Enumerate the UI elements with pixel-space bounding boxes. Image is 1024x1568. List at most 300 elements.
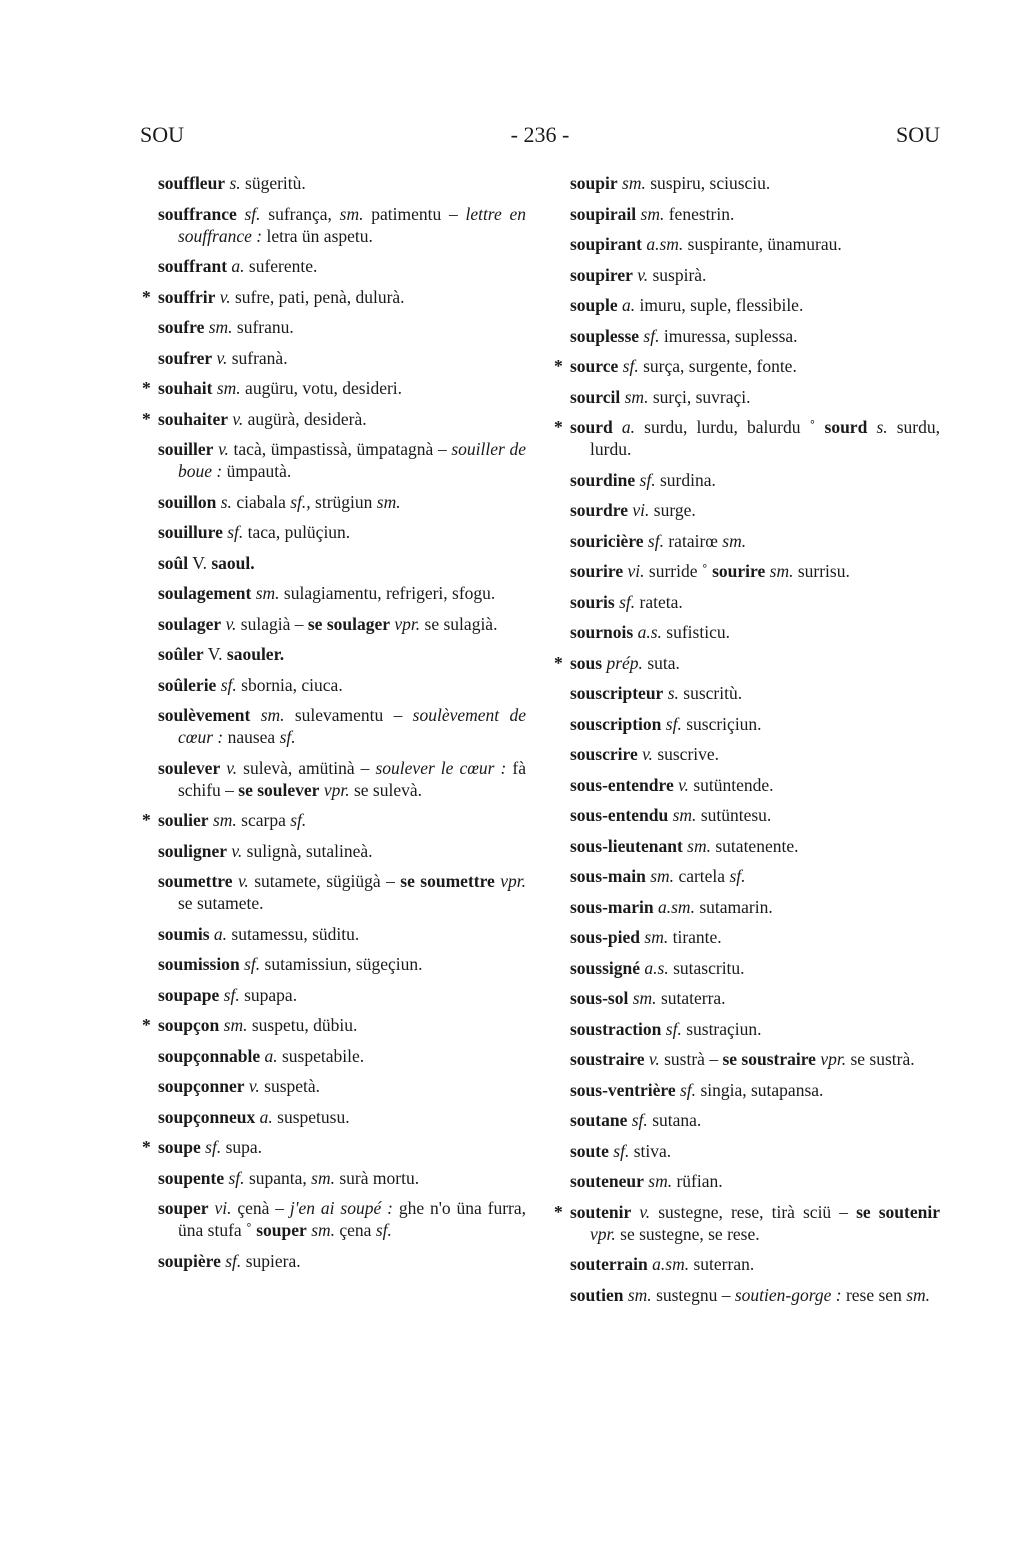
translation-text: supanta,: [244, 1167, 312, 1188]
headword: sous-entendre: [570, 774, 674, 795]
dictionary-entry: [570, 774, 940, 796]
translation-text: supapa.: [239, 984, 298, 1005]
grammar-label: sm.: [223, 1015, 248, 1035]
translation-text: patimentu –: [363, 203, 466, 224]
grammar-label: sf.: [619, 591, 636, 612]
headword: soumis: [158, 923, 210, 944]
grammar-label: v.: [678, 774, 689, 795]
translation-text: cartela: [674, 866, 730, 886]
translation-text: sufranu.: [232, 317, 294, 337]
translation-text: tirante.: [668, 927, 722, 947]
dictionary-entry: [570, 1018, 940, 1040]
translation-text: sulevamentu –: [284, 705, 413, 725]
asterisk-marker: *: [554, 1201, 563, 1222]
grammar-label: sm.: [722, 530, 747, 551]
translation-text: sutaterra.: [656, 988, 726, 1008]
dictionary-entry: [570, 621, 940, 643]
headword: soutien: [570, 1284, 624, 1305]
translation-text: sulagiamentu, refrigeri, sfogu.: [279, 583, 496, 603]
dictionary-entry: [158, 203, 526, 247]
translation-text: surdu, lurdu, balurdu ˚: [635, 417, 825, 437]
translation-text: sufisticu.: [661, 622, 730, 642]
headword: sourdine: [570, 469, 636, 490]
headword: soupçon: [158, 1015, 220, 1035]
grammar-label: sm.: [216, 378, 241, 398]
translation-text: sulevà, amütinà –: [237, 757, 376, 778]
translation-text: imuru, suple, flessibile.: [635, 295, 804, 315]
headword: soutenir: [570, 1201, 632, 1222]
translation-text: se sulagià.: [420, 613, 498, 634]
translation-text: se sustegne, se rese.: [615, 1223, 760, 1244]
dictionary-entry: [570, 203, 940, 225]
dictionary-entry: [570, 1170, 940, 1192]
left-column: [142, 172, 527, 1280]
dictionary-entry: [158, 347, 526, 369]
phrase: lettre en souffrance :: [178, 203, 526, 246]
translation-text: sutüntesu.: [696, 805, 772, 825]
translation-text: scarpa: [236, 810, 291, 830]
translation-text: sutamarin.: [694, 896, 773, 917]
dictionary-entry: [158, 1106, 526, 1128]
asterisk-marker: *: [554, 356, 563, 376]
dictionary-entry: [570, 957, 940, 979]
dictionary-entry: [158, 255, 526, 277]
headword: sous-pied: [570, 927, 641, 947]
translation-text: sulagià –: [236, 613, 308, 634]
translation-text: sutamessu, süditu.: [227, 923, 360, 944]
headword: souiller: [158, 439, 214, 459]
headword: souillon: [158, 491, 217, 512]
translation-text: sufre, pati, penà, dulurà.: [230, 286, 405, 307]
grammar-label: sf.: [613, 1140, 630, 1161]
dictionary-entry: [570, 264, 940, 286]
translation-text: sustrà –: [659, 1049, 723, 1069]
translation-text: surrisu.: [793, 561, 850, 581]
dictionary-entry: [142, 1014, 526, 1036]
dictionary-entry: [570, 294, 940, 316]
translation-text: suscriçiun.: [681, 713, 762, 734]
dictionary-entry: [570, 233, 940, 255]
translation-text: surça, surgente, fonte.: [638, 356, 797, 376]
translation-text: suferente.: [244, 256, 318, 276]
grammar-label: prép.: [606, 652, 643, 673]
grammar-label: sf.: [680, 1079, 697, 1100]
dictionary-entry: [158, 172, 526, 194]
translation-text: sbornia, ciuca.: [236, 674, 343, 695]
translation-text: supa.: [221, 1137, 263, 1157]
dictionary-entry: [158, 438, 526, 482]
dictionary-entry: [158, 1167, 526, 1189]
translation-text: V.: [203, 644, 227, 664]
translation-text: fà schifu –: [178, 757, 526, 800]
headword: soûlerie: [158, 674, 217, 695]
translation-text: singia, sutapansa.: [696, 1079, 824, 1100]
translation-text: sufranà.: [227, 347, 288, 368]
translation-text: strügiun: [310, 491, 377, 512]
translation-text: ciabala: [231, 491, 291, 512]
translation-text: suspetusu.: [272, 1106, 350, 1127]
asterisk-marker: *: [142, 408, 151, 429]
dictionary-entry: [570, 469, 940, 491]
grammar-label: sf.,: [290, 491, 311, 512]
headword: soulager: [158, 613, 222, 634]
headword: soupape: [158, 984, 220, 1005]
grammar-label: a.sm.: [652, 1254, 690, 1274]
headword: souper: [256, 1220, 307, 1240]
asterisk-marker: *: [142, 810, 151, 830]
headword: souligner: [158, 840, 228, 861]
grammar-label: vi.: [627, 561, 645, 581]
dictionary-entry: [158, 613, 526, 635]
dictionary-entry: [570, 713, 940, 735]
grammar-label: sm.: [687, 835, 711, 856]
dictionary-entry: [570, 1079, 940, 1101]
right-column: [554, 172, 941, 1314]
dictionary-entry: [158, 704, 526, 748]
headword: souricière: [570, 530, 644, 551]
headword: sous-entendu: [570, 805, 669, 825]
headword: soulagement: [158, 583, 252, 603]
translation-text: suspirante, ünamurau.: [683, 234, 842, 254]
dictionary-entry: [142, 1136, 526, 1158]
headword: soupçonnable: [158, 1045, 261, 1066]
grammar-label: sf.: [223, 984, 240, 1005]
dictionary-entry: [158, 674, 526, 696]
translation-text: suspetu, dübiu.: [247, 1015, 358, 1035]
headword: saouler.: [226, 644, 285, 664]
grammar-label: a.: [622, 295, 636, 315]
grammar-label: vpr.: [394, 613, 421, 634]
translation-text: sulignà, sutalineà.: [242, 840, 373, 861]
headword: soupçonner: [158, 1076, 245, 1096]
grammar-label: sm.: [255, 583, 280, 603]
dictionary-entry: [570, 172, 940, 194]
grammar-label: s.: [667, 683, 679, 703]
grammar-label: sm.: [650, 866, 675, 886]
dictionary-entry: [570, 1253, 940, 1275]
translation-text: çena: [335, 1220, 376, 1240]
headword: soumission: [158, 954, 240, 974]
dictionary-entry: [570, 530, 940, 552]
headword: soutane: [570, 1110, 628, 1130]
headword: se soulager: [307, 613, 391, 634]
grammar-label: sf.: [279, 727, 296, 747]
dictionary-entry: [158, 521, 526, 543]
grammar-label: sf.: [375, 1220, 392, 1240]
translation-text: suterran.: [689, 1254, 755, 1274]
grammar-label: vpr.: [500, 871, 527, 891]
grammar-label: vi.: [214, 1198, 232, 1218]
dictionary-entry: [142, 286, 526, 308]
dictionary-entry: [158, 582, 526, 604]
headword: se soumettre: [400, 871, 495, 891]
grammar-label: sf.: [244, 203, 261, 224]
headword: souscrire: [570, 744, 638, 764]
headword: soulever: [158, 757, 221, 778]
dictionary-entry: [554, 355, 940, 377]
dictionary-entry: [158, 953, 526, 975]
grammar-label: a.: [213, 923, 228, 944]
translation-text: rüfian.: [672, 1171, 723, 1191]
dictionary-entry: [570, 865, 940, 887]
headword: soulier: [158, 810, 209, 830]
grammar-label: sm.: [906, 1284, 931, 1305]
headword: souffrir: [158, 286, 216, 307]
asterisk-marker: *: [554, 417, 563, 437]
headword: souhait: [158, 378, 213, 398]
grammar-label: sf.: [643, 325, 660, 346]
phrase: soulèvement de cœur :: [178, 705, 526, 747]
grammar-label: sf.: [290, 810, 307, 830]
grammar-label: sm.: [260, 705, 285, 725]
headword: sous-marin: [570, 896, 654, 917]
grammar-label: v.: [226, 757, 238, 778]
headword: soupirail: [570, 203, 637, 224]
translation-text: supiera.: [241, 1250, 301, 1271]
headword: se soulever: [238, 779, 320, 800]
headword: soupçonneux: [158, 1106, 256, 1127]
dictionary-entry: [570, 835, 940, 857]
grammar-label: sm.: [376, 491, 401, 512]
translation-text: ümpautà.: [222, 461, 292, 481]
grammar-label: sf.: [622, 356, 639, 376]
translation-text: se sustrà.: [846, 1049, 915, 1069]
translation-text: suspiru, sciusciu.: [645, 173, 771, 193]
dictionary-entry: [158, 552, 526, 574]
dictionary-entry: [554, 1201, 940, 1245]
grammar-label: sm.: [622, 173, 646, 193]
dictionary-entry: [554, 416, 941, 460]
asterisk-marker: *: [142, 286, 151, 307]
grammar-label: sm.: [311, 1220, 336, 1240]
translation-text: sutamete, sügiügà –: [248, 871, 401, 891]
grammar-label: sf.: [729, 866, 746, 886]
headword: souscripteur: [570, 683, 664, 703]
dictionary-entry: [158, 757, 526, 801]
headword: soupirer: [570, 264, 633, 285]
grammar-label: v.: [639, 1201, 651, 1222]
grammar-label: sm.: [212, 810, 237, 830]
headword: sournois: [570, 622, 634, 642]
translation-text: sutana.: [647, 1110, 702, 1130]
dictionary-entry: [570, 987, 940, 1009]
translation-text: rateta.: [635, 591, 683, 612]
dictionary-entry: [570, 386, 940, 408]
headword: souillure: [158, 522, 223, 542]
headword: soûl: [158, 552, 189, 573]
translation-text: surdu, lurdu.: [590, 417, 941, 459]
translation-text: augüru, votu, desideri.: [240, 378, 403, 398]
dictionary-entry: [158, 840, 526, 862]
translation-text: letra ün aspetu.: [262, 225, 373, 246]
translation-text: surdina.: [655, 469, 716, 490]
dictionary-entry: [570, 499, 940, 521]
grammar-label: sm.: [339, 203, 364, 224]
dictionary-entry: [570, 682, 940, 704]
dictionary-entry: [142, 377, 526, 399]
grammar-label: v.: [237, 871, 249, 891]
translation-text: suscrive.: [652, 744, 720, 764]
grammar-label: sf.: [228, 1167, 245, 1188]
grammar-label: vpr.: [323, 779, 350, 800]
grammar-label: sm.: [311, 1167, 335, 1188]
translation-text: [613, 417, 622, 437]
headword: se soustraire: [722, 1049, 816, 1069]
headword: souscription: [570, 713, 662, 734]
headword: saoul.: [211, 552, 255, 573]
translation-text: surride ˚: [644, 561, 713, 581]
grammar-label: v.: [225, 613, 237, 634]
headword: soute: [570, 1140, 609, 1161]
grammar-label: s.: [220, 491, 232, 512]
headword: source: [570, 356, 619, 376]
dictionary-entry: [570, 896, 940, 918]
dictionary-entry: [158, 1250, 526, 1272]
headword: soupière: [158, 1250, 221, 1271]
grammar-label: sm.: [672, 805, 697, 825]
translation-text: se sutamete.: [178, 893, 264, 913]
dictionary-entry: [570, 804, 940, 826]
headword: sous-ventrière: [570, 1079, 676, 1100]
running-head-left: SOU: [140, 122, 185, 147]
grammar-label: sf.: [647, 530, 664, 551]
dictionary-entry: [570, 1048, 940, 1070]
grammar-label: a.: [621, 417, 636, 437]
dictionary-entry: [158, 643, 526, 665]
translation-text: sutamissiun, sügeçiun.: [260, 954, 423, 974]
grammar-label: v.: [219, 286, 231, 307]
dictionary-entry: [158, 1045, 526, 1067]
grammar-label: a.sm.: [658, 896, 695, 917]
translation-text: sustegnu –: [651, 1284, 735, 1305]
dictionary-entry: [554, 652, 940, 674]
headword: soûler: [158, 644, 204, 664]
headword: soussigné: [570, 957, 641, 978]
grammar-label: v.: [637, 264, 649, 285]
grammar-label: sf.: [244, 954, 261, 974]
translation-text: sutatenente.: [711, 835, 799, 856]
grammar-label: a.: [264, 1045, 278, 1066]
translation-text: sutascritu.: [668, 957, 745, 978]
page-header: [140, 122, 940, 152]
headword: sous-lieutenant: [570, 835, 683, 856]
translation-text: suspetabile.: [277, 1045, 365, 1066]
dictionary-entry: [158, 923, 526, 945]
page-number: - 236 -: [510, 122, 570, 147]
grammar-label: v.: [231, 840, 243, 861]
dictionary-entry: [570, 743, 940, 765]
phrase: soutien-gorge :: [734, 1284, 842, 1305]
dictionary-entry: [570, 325, 940, 347]
grammar-label: a.sm.: [646, 234, 684, 254]
grammar-label: sm.: [627, 1284, 652, 1305]
asterisk-marker: *: [142, 1015, 151, 1035]
headword: soustraire: [570, 1049, 645, 1069]
dictionary-entry: [570, 1140, 940, 1162]
grammar-label: sf.: [665, 713, 682, 734]
headword: sourire: [570, 561, 624, 581]
phrase: souiller de boue :: [178, 439, 526, 481]
grammar-label: sf.: [225, 1250, 242, 1271]
grammar-label: sm.: [624, 386, 649, 407]
grammar-label: sf.: [220, 674, 237, 695]
dictionary-entry: [158, 1197, 526, 1241]
grammar-label: sf.: [227, 522, 244, 542]
dictionary-entry: [158, 870, 526, 914]
translation-text: suscritù.: [678, 683, 743, 703]
dictionary-entry: [158, 316, 526, 338]
headword: soupir: [570, 173, 618, 193]
grammar-label: sf.: [639, 469, 656, 490]
grammar-label: vpr.: [590, 1223, 616, 1244]
translation-text: nausea: [223, 727, 280, 747]
translation-text: fenestrin.: [664, 203, 735, 224]
headword: souper: [158, 1198, 209, 1218]
headword: sourd: [824, 417, 868, 437]
grammar-label: a.: [259, 1106, 273, 1127]
grammar-label: v.: [648, 1049, 660, 1069]
translation-text: imuressa, suplessa.: [659, 325, 798, 346]
dictionary-entry: [158, 1075, 526, 1097]
headword: souris: [570, 591, 615, 612]
grammar-label: sm.: [640, 203, 665, 224]
translation-text: suspirà.: [648, 264, 707, 285]
dictionary-entry: [158, 491, 526, 513]
dictionary-entry: [142, 809, 526, 831]
headword: souterrain: [570, 1254, 648, 1274]
headword: soustraction: [570, 1018, 662, 1039]
translation-text: sustegne, rese, tirà sciü –: [650, 1201, 857, 1222]
translation-text: [250, 705, 260, 725]
translation-text: se sulevà.: [349, 779, 423, 800]
translation-text: surçi, suvraçi.: [648, 386, 751, 407]
dictionary-entry: [570, 926, 940, 948]
translation-text: rese sen: [841, 1284, 907, 1305]
asterisk-marker: *: [554, 652, 563, 673]
headword: sourire: [712, 561, 766, 581]
phrase: j'en ai soupé :: [289, 1198, 393, 1218]
asterisk-marker: *: [142, 1137, 151, 1157]
translation-text: surge.: [649, 500, 696, 520]
translation-text: stiva.: [629, 1140, 672, 1161]
dictionary-entry: [570, 560, 940, 582]
grammar-label: v.: [642, 744, 653, 764]
translation-text: çenà –: [231, 1198, 290, 1218]
headword: souteneur: [570, 1171, 644, 1191]
translation-text: sügeritù.: [240, 173, 306, 193]
grammar-label: sf.: [205, 1137, 222, 1157]
headword: soupirant: [570, 234, 642, 254]
grammar-label: v.: [216, 347, 228, 368]
translation-text: surà mortu.: [334, 1167, 420, 1188]
headword: soufre: [158, 317, 205, 337]
grammar-label: v.: [218, 439, 229, 459]
grammar-label: vi.: [632, 500, 650, 520]
headword: sourd: [570, 417, 613, 437]
grammar-label: sm.: [644, 927, 669, 947]
grammar-label: sf.: [631, 1110, 648, 1130]
asterisk-marker: *: [142, 378, 151, 398]
grammar-label: sm.: [632, 988, 657, 1008]
headword: souplesse: [570, 325, 640, 346]
dictionary-entry: [570, 591, 940, 613]
dictionary-entry: [142, 408, 526, 430]
translation-text: suta.: [642, 652, 680, 673]
grammar-label: sf.: [665, 1018, 682, 1039]
translation-text: sustraçiun.: [681, 1018, 762, 1039]
grammar-label: sm.: [648, 1171, 673, 1191]
translation-text: V.: [188, 552, 212, 573]
